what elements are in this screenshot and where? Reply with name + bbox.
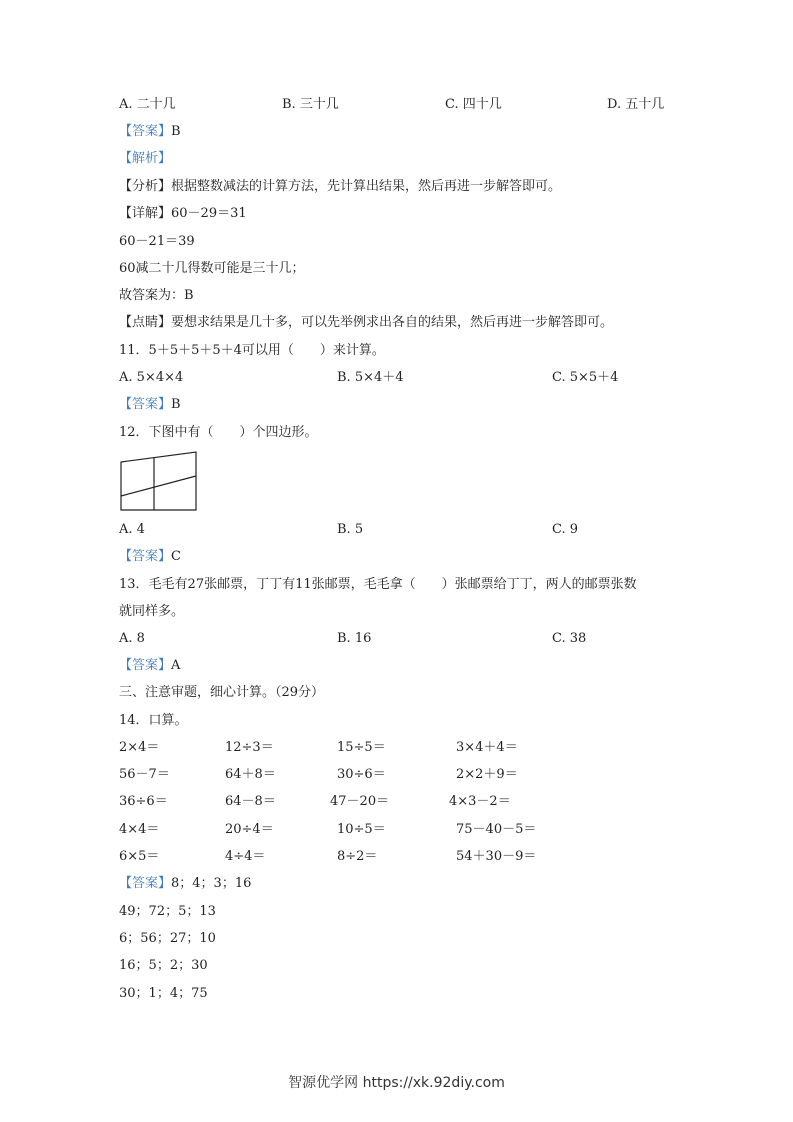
calc-r5-c1: 6×5＝ [119,849,160,864]
q10-dianjing [119,315,613,331]
fenxi-text: 根据整数减法的计算方法，先计算出结果，然后再进一步解答即可。 [171,179,562,194]
answer-value: 8；4；3；16 [171,876,252,891]
dianjing-tag: 【点睛】 [119,315,172,330]
fenxi-tag: 【分析】 [119,179,172,194]
xiangjie-text: 60－29＝31 [171,206,247,221]
q11-option-a: A. 5×4×4 [119,370,184,385]
dianjing-text: 要想求结果是几十多，可以先举例求出各自的结果，然后再进一步解答即可。 [171,315,614,330]
figure-slant-line [121,476,196,496]
calc-r4-c1: 4×4＝ [119,822,160,837]
q12-option-a: A. 4 [119,522,145,537]
q14-answer-line3: 6；56；27；10 [119,931,216,946]
q10-option-b: B. 三十几 [282,97,339,112]
q11-option-c: C. 5×5＋4 [552,370,619,385]
q10-line4: 故答案为：B [119,288,194,303]
q10-xiangjie [119,206,247,222]
q10-line2: 60－21＝39 [119,234,195,249]
calc-r2-c4: 2×2＋9＝ [456,767,518,782]
q13-option-b: B. 16 [337,631,372,646]
calc-r4-c4: 75－40－5＝ [456,822,537,837]
calc-r1-c3: 15÷5＝ [337,740,386,755]
answer-tag: 【答案】 [119,549,172,564]
analysis-tag: 【解析】 [119,151,172,166]
calc-r3-c4: 4×3－2＝ [449,794,511,809]
answer-value: B [171,124,181,139]
calc-r2-c2: 64＋8＝ [225,767,276,782]
q10-analysis [119,151,171,167]
q12-question: 12．下图中有（ ）个四边形。 [119,425,318,440]
q10-line3: 60减二十几得数可能是三十几； [119,261,305,276]
figure-outline [121,452,196,510]
q11-answer [119,397,181,413]
answer-tag: 【答案】 [119,876,172,891]
q10-option-a: A. 二十几 [119,97,176,112]
answer-value: A [171,658,181,673]
calc-r2-c1: 56－7＝ [119,767,170,782]
answer-tag: 【答案】 [119,397,172,412]
q11-question: 11．5＋5＋5＋5＋4可以用（ ）来计算。 [119,343,385,358]
calc-r4-c3: 10÷5＝ [337,822,386,837]
q13-option-c: C. 38 [552,631,587,646]
calc-r3-c3: 47－20＝ [330,794,390,809]
calc-r2-c3: 30÷6＝ [337,767,386,782]
q13-answer [119,658,180,674]
q10-option-d: D. 五十几 [607,97,665,112]
answer-value: C [171,549,181,564]
calc-r5-c3: 8÷2＝ [337,849,378,864]
footer-watermark: 智源优学网 https://xk.92diy.com [288,1075,505,1091]
q12-option-c: C. 9 [552,522,579,537]
calc-r3-c1: 36÷6＝ [119,794,168,809]
calc-r1-c4: 3×4＋4＝ [456,740,518,755]
quadrilateral-figure [118,450,200,512]
q12-option-b: B. 5 [337,522,364,537]
calc-r4-c2: 20÷4＝ [225,822,274,837]
q10-option-c: C. 四十几 [445,97,502,112]
q11-option-b: B. 5×4＋4 [337,370,404,385]
q14-question: 14．口算。 [119,713,188,728]
answer-tag: 【答案】 [119,124,172,139]
q14-answer-line2: 49；72；5；13 [119,904,216,919]
q10-answer [119,124,181,140]
q10-fenxi [119,179,561,195]
q12-answer [119,549,181,565]
q14-answer [119,876,251,892]
calc-r1-c1: 2×4＝ [119,740,160,755]
calc-r5-c4: 54＋30－9＝ [456,849,537,864]
q13-question-line1: 13．毛毛有27张邮票，丁丁有11张邮票，毛毛拿（ ）张邮票给丁丁，两人的邮票张数 [119,577,637,592]
calc-r1-c2: 12÷3＝ [225,740,274,755]
calc-r3-c2: 64－8＝ [225,794,276,809]
q14-answer-line4: 16；5；2；30 [119,958,208,973]
xiangjie-tag: 【详解】 [119,206,172,221]
answer-tag: 【答案】 [119,658,172,673]
q13-option-a: A. 8 [119,631,145,646]
section3-title: 三、注意审题，细心计算。（29分） [119,685,325,700]
q13-question-line2: 就同样多。 [119,604,185,619]
q14-answer-line5: 30；1；4；75 [119,986,208,1001]
calc-r5-c2: 4÷4＝ [225,849,266,864]
answer-value: B [171,397,181,412]
